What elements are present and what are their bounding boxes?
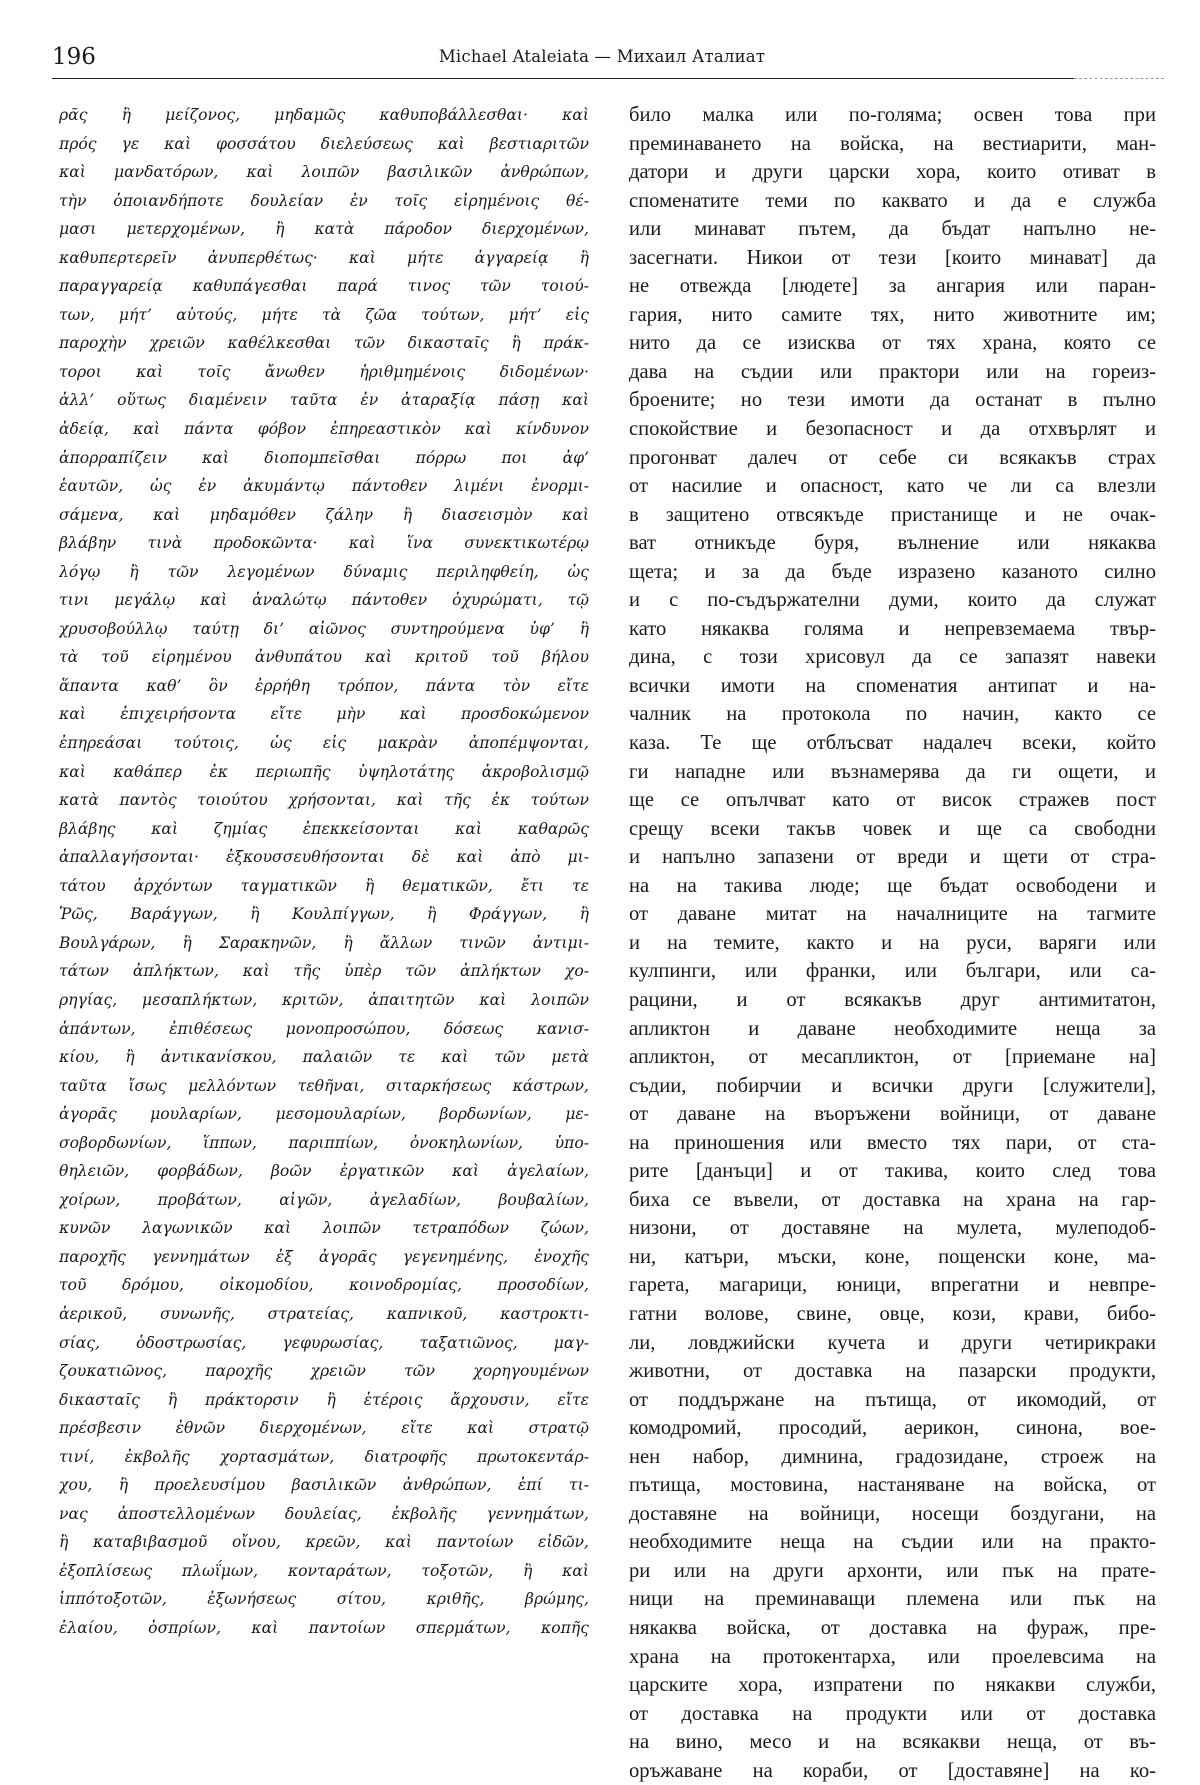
bulgarian-text-line: броените; но тези имоти да останат в пълно [629,389,1156,412]
page-header [52,44,1152,76]
page-number: 196 [52,44,96,70]
greek-text-line: τοροι καὶ τοῖς ἄνωθεν ἠριθμημένοις διδομένων· [59,362,589,381]
greek-text-line: βλάβης καὶ ζημίας ἐπεκκείσονται καὶ καθαρῶς [59,819,589,838]
bulgarian-text-line: от поддържане на пътища, от икомодий, от [629,1388,1156,1411]
bulgarian-text-line: срещу всеки такъв човек и ще са свободни [629,817,1156,840]
greek-text-line: τὴν ὁποιανδήποτε δουλείαν ἐν τοῖς εἰρημένοις θέ- [59,191,589,210]
greek-text-line: θηλειῶν, φορβάδων, βοῶν ἐργατικῶν καὶ ἀγελαίων, [59,1162,589,1181]
bulgarian-text-line: съдии, побирчии и всички други [служители], [629,1074,1156,1097]
greek-text-line: ἀπαλλαγήσονται· ἐξκουσσευθήσονται δὲ καὶ ἀπὸ μι- [59,848,589,867]
greek-text-line: δικασταῖς ἢ πράκτορσιν ἢ ἑτέροις ἄρχουσιν, εἴτε [59,1390,589,1409]
greek-text-line: ἐπηρεάσαι τούτοις, ὡς εἰς μακρὰν ἀποπέμψονται, [59,734,589,753]
greek-text-line: καὶ καθάπερ ἐκ περιωπῆς ὑψηλοτάτης ἀκροβολισμῷ [59,762,589,781]
greek-text-line: κίου, ἢ ἀντικανίσκου, παλαιῶν τε καὶ τῶν μετὰ [59,1048,589,1067]
greek-text-line: παροχῆς γεννημάτων ἐξ ἀγορᾶς γεγενημένης, ἐνοχῆς [59,1247,589,1266]
bulgarian-text-line: гария, нито самите тях, нито животните им; [629,303,1156,326]
bulgarian-text-line: спокойствие и безопасност и да отхвърлят и [629,418,1156,441]
greek-text-line: Ῥῶς, Βαράγγων, ἢ Κουλπίγγων, ἢ Φράγγων, ἢ [59,905,589,924]
greek-text-line: ἀερικοῦ, συνωνῆς, στρατείας, καπνικοῦ, καστροκτι- [59,1304,589,1323]
greek-text-line: χου, ἢ προελευσίμου βασιλικῶν ἀνθρώπων, ἐπί τι- [59,1476,589,1495]
bulgarian-text-line: в защитено отвсякъде пристанище и не очак- [629,503,1156,526]
bulgarian-text-line: или минават пътем, да бъдат напълно не- [629,218,1156,241]
bulgarian-text-line: чалник на протокола по начин, както се [629,703,1156,726]
greek-text-line: ταῦτα ἴσως μελλόντων τεθῆναι, σιταρκήσεως κάστρων, [59,1076,589,1095]
greek-text-line: ἀδείᾳ, καὶ πάντα φόβον ἐπηρεαστικὸν καὶ κίνδυνον [59,420,589,439]
greek-text-line: ρᾶς ἢ μείζονος, μηδαμῶς καθυποβάλλεσθαι· καὶ [59,106,589,124]
bulgarian-text-line: пътища, мостовина, настаняване на войска, от [629,1474,1156,1497]
running-title: Michael Ataleiata — Михаил Аталиат [438,47,766,66]
bulgarian-text-line: от насилие и опасност, като че ли са влезли [629,475,1156,498]
bulgarian-text-line: низони, от доставяне на мулета, мулеподоб- [629,1217,1156,1240]
greek-text-line: χοίρων, προβάτων, αἰγῶν, ἀγελαδίων, βουβαλίων, [59,1190,589,1209]
greek-text-line: βλάβην τινὰ προδοκῶντα· καὶ ἵνα συνεκτικωτέρῳ [59,534,589,553]
bulgarian-text-line: гатни волове, свине, овце, кози, крави, бибо- [629,1302,1156,1325]
bulgarian-text-line: на на такива люде; ще бъдат освободени и [629,874,1156,897]
bulgarian-text-line: от даване митат на началниците на тагмите [629,903,1156,926]
greek-text-line: ἱππότοξοτῶν, ἐξωνήσεως σίτου, κριθῆς, βρώμης, [59,1590,589,1609]
greek-text-line: λόγῳ ἢ τῶν λεγομένων δύναμις περιληφθείη, ὡς [59,562,589,581]
bulgarian-text-line: гарета, магарици, юници, впрегатни и невпре- [629,1274,1156,1297]
greek-text-line: παραγγαρείᾳ καθυπάγεσθαι παρά τινος τῶν τοιού- [59,277,589,296]
bulgarian-text-line: рите [данъци] и от такива, които след това [629,1160,1156,1183]
greek-text-line: μασι μετερχομένων, ἢ κατὰ πάροδον διερχομένων, [59,220,589,239]
greek-text-line: ἁπάντων, ἐπιθέσεως μονοπροσώπου, δόσεως κανισ- [59,1019,589,1038]
greek-text-line: παροχὴν χρειῶν καθέλκεσθαι τῶν δικασταῖς ἢ πράκ- [59,334,589,353]
bulgarian-translation-column [629,101,1156,1785]
bulgarian-text-line: необходимите неща на съдии или на практо- [629,1531,1156,1554]
bulgarian-text-line: царските хора, изпратени по някакви служби, [629,1674,1156,1697]
bulgarian-text-line: ни, катъри, мъски, коне, пощенски коне, ма- [629,1245,1156,1268]
greek-text-line: ἀπορραπίζειν καὶ διοπομπεῖσθαι πόρρω ποι ἀφ’ [59,448,589,467]
bulgarian-text-line: като някаква голяма и непревземаема твър- [629,617,1156,640]
bulgarian-text-line: оръжаване на кораби, от [доставяне] на ко- [629,1759,1156,1782]
bulgarian-text-line: нито да се изисква от тях храна, която се [629,332,1156,355]
bulgarian-text-line: дина, с този хрисовул да се запазят навеки [629,646,1156,669]
bulgarian-text-line: засегнати. Никои от тези [които минават] да [629,246,1156,269]
bulgarian-text-line: на вино, месо и на всякакви неща, от въ- [629,1731,1156,1754]
greek-text-line: τὰ τοῦ εἰρημένου ἀνθυπάτου καὶ κριτοῦ τοῦ βήλου [59,648,589,667]
greek-text-column [59,101,589,1643]
greek-text-line: ἢ καταβιβασμοῦ οἴνου, κρεῶν, καὶ παντοίων εἰδῶν, [59,1533,589,1552]
bulgarian-text-line: каза. Те ще отблъсват надалеч всеки, който [629,732,1156,755]
greek-text-line: τοῦ δρόμου, οἰκομοδίου, κοινοδρομίας, προσοδίων, [59,1276,589,1295]
bulgarian-text-line: и напълно запазени от вреди и щети от стра- [629,846,1156,869]
greek-text-line: ἐλαίου, ὀσπρίων, καὶ παντοίων σπερμάτων, κοπῆς [59,1618,589,1637]
greek-text-line: τινι μεγάλῳ καὶ ἀναλώτῳ πάντοθεν ὀχυρώματι, τῷ [59,591,589,610]
bulgarian-text-line: някаква войска, от доставка на фураж, пре- [629,1616,1156,1639]
bulgarian-text-line: на приношения или вместо тях пари, от ста- [629,1131,1156,1154]
greek-text-line: ἀλλ’ οὕτως διαμένειν ταῦτα ἐν ἀταραξίᾳ πάσῃ καὶ [59,391,589,410]
greek-text-line: πρός γε καὶ φοσσάτου διελεύσεως καὶ βεστιαριτῶν [59,134,589,153]
bulgarian-text-line: от даване на въоръжени войници, от даване [629,1103,1156,1126]
greek-text-line: σοβορδωνίων, ἵππων, παριππίων, ὀνοκηλωνίων, ὑπο- [59,1133,589,1152]
greek-text-line: καὶ μανδατόρων, καὶ λοιπῶν βασιλικῶν ἀνθρώπων, [59,163,589,182]
greek-text-line: των, μήτ’ αὐτούς, μήτε τὰ ζῶα τούτων, μήτ’ εἰς [59,305,589,324]
bulgarian-text-line: всички имоти на споменатия антипат и на- [629,674,1156,697]
bulgarian-text-line: споменатите теми по каквато и да е служба [629,189,1156,212]
bulgarian-text-line: ри или на други архонти, или пък на прате- [629,1559,1156,1582]
header-rule-fade [1074,78,1164,79]
greek-text-line: ζουκατιῶνος, παροχῆς χρειῶν τῶν χορηγουμένων [59,1362,589,1381]
bulgarian-text-line: от доставка на продукти или от доставка [629,1702,1156,1725]
bulgarian-text-line: ли, ловджийски кучета и други четирикраки [629,1331,1156,1354]
bulgarian-text-line: ват отникъде буря, вълнение или някаква [629,532,1156,555]
greek-text-line: κυνῶν λαγωνικῶν καὶ λοιπῶν τετραπόδων ζώων, [59,1219,589,1238]
bulgarian-text-line: апликтон и даване необходимите неща за [629,1017,1156,1040]
greek-text-line: καθυπερτερεῖν ἀνυπερθέτως· καὶ μήτε ἀγγαρείᾳ ἢ [59,248,589,267]
bulgarian-text-line: и на темите, както и на руси, варяги или [629,931,1156,954]
bulgarian-text-line: било малка или по-голяма; освен това при [629,104,1156,126]
greek-text-line: ἅπαντα καθ’ ὃν ἐρρήθη τρόπον, πάντα τὸν εἴτε [59,676,589,695]
bulgarian-text-line: комодромий, просодий, аерикон, синона, вое- [629,1417,1156,1440]
greek-text-line: ἐξοπλίσεως πλωΐμων, κονταράτων, τοξοτῶν, ἢ καὶ [59,1561,589,1580]
bulgarian-text-line: апликтон, от месапликтон, от [приемане на] [629,1046,1156,1069]
greek-text-line: τάτου ἀρχόντων ταγματικῶν ἢ θεματικῶν, ἔτι τε [59,876,589,895]
bulgarian-text-line: преминаването на войска, на вестиарити, ман- [629,132,1156,155]
bulgarian-text-line: и с по-съдържателни думи, които да служат [629,589,1156,612]
header-rule [52,78,1074,79]
bulgarian-text-line: доставяне на войници, носещи боздугани, на [629,1502,1156,1525]
bulgarian-text-line: биха се въвели, от доставка на храна на гар- [629,1188,1156,1211]
greek-text-line: σάμενα, καὶ μηδαμόθεν ζάλην ἢ διασεισμὸν καὶ [59,505,589,524]
greek-text-line: νας ἀποστελλομένων δουλείας, ἐκβολῆς γεννημάτων, [59,1504,589,1523]
greek-text-line: ἀγορᾶς μουλαρίων, μεσομουλαρίων, βορδωνίων, με- [59,1105,589,1124]
bulgarian-text-line: не отвежда [людете] за ангария или паран- [629,275,1156,298]
greek-text-line: ἑαυτῶν, ὡς ἐν ἀκυμάντῳ πάντοθεν λιμένι ἐνορμι- [59,477,589,496]
greek-text-line: κατὰ παντὸς τοιούτου χρήσονται, καὶ τῆς ἐκ τούτων [59,791,589,810]
greek-text-line: πρέσβεσιν ἐθνῶν διερχομένων, εἴτε καὶ στρατῷ [59,1419,589,1438]
greek-text-line: τάτων ἀπλήκτων, καὶ τῆς ὑπὲρ τῶν ἀπλήκτων χο- [59,962,589,981]
greek-text-line: ρηγίας, μεσαπλήκτων, κριτῶν, ἀπαιτητῶν καὶ λοιπῶν [59,990,589,1009]
bulgarian-text-line: ници на преминаващи племена или пък на [629,1588,1156,1611]
bulgarian-text-line: дава на съдии или практори или на гореиз- [629,360,1156,383]
bulgarian-text-line: ще се опълчват като от висок стражев пост [629,789,1156,812]
bulgarian-text-line: ги нападне или възнамерява да ги ощети, и [629,760,1156,783]
bulgarian-text-line: храна на протокентарха, или проелевсима на [629,1645,1156,1668]
bulgarian-text-line: датори и други царски хора, които отиват в [629,161,1156,184]
bulgarian-text-line: животни, от доставка на пазарски продукти, [629,1360,1156,1383]
greek-text-line: καὶ ἐπιχειρήσοντα εἴτε μὴν καὶ προσδοκώμενον [59,705,589,724]
greek-text-line: Βουλγάρων, ἢ Σαρακηνῶν, ἢ ἄλλων τινῶν ἀντιμι- [59,933,589,952]
greek-text-line: χρυσοβούλλῳ ταύτῃ δι’ αἰῶνος συντηρούμενα ὑφ’ ἣ [59,619,589,638]
bulgarian-text-line: нен набор, димнина, градозидане, строеж на [629,1445,1156,1468]
greek-text-line: σίας, ὁδοστρωσίας, γεφυρωσίας, ταξατιῶνος, μαγ- [59,1333,589,1352]
bulgarian-text-line: щета; и за да бъде изразено казаното силно [629,560,1156,583]
greek-text-line: τινί, ἐκβολῆς χορτασμάτων, διατροφῆς πρωτοκεντάρ- [59,1447,589,1466]
bulgarian-text-line: рацини, и от всякакъв друг антимитатон, [629,988,1156,1011]
bulgarian-text-line: кулпинги, или франки, или българи, или са- [629,960,1156,983]
bulgarian-text-line: прогонват далеч от себе си всякакъв страх [629,446,1156,469]
